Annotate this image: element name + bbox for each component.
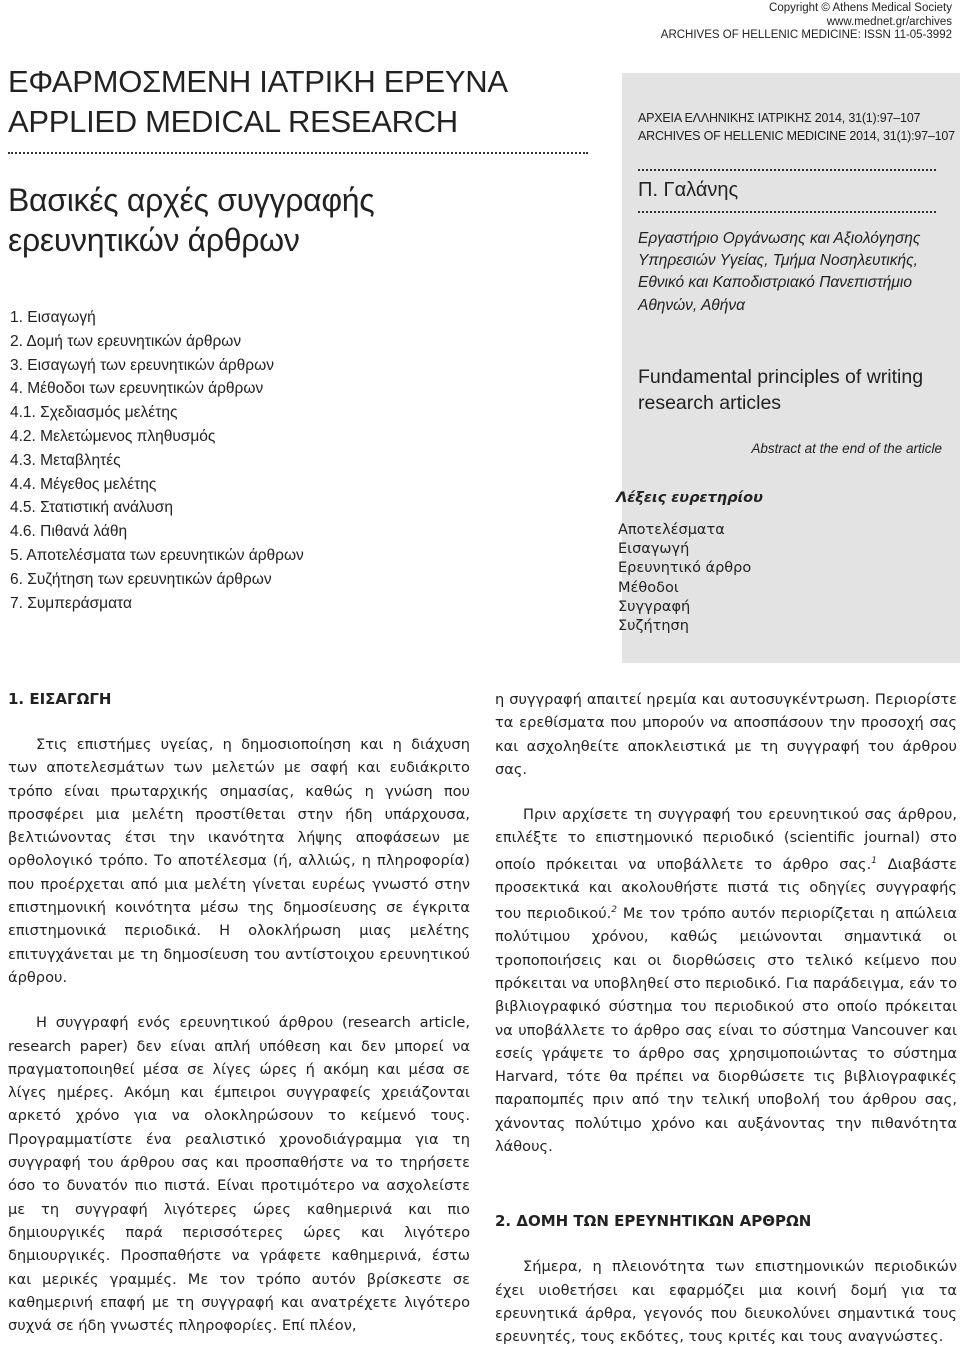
body-paragraph bbox=[495, 803, 957, 1158]
toc-item[interactable]: 4.1. Σχεδιασμός μελέτης bbox=[10, 404, 178, 422]
keywords-heading: Λέξεις ευρετηρίου bbox=[616, 490, 763, 506]
dotted-divider bbox=[638, 169, 936, 171]
author-name: Π. Γαλάνης bbox=[638, 179, 739, 201]
body-paragraph: Η συγγραφή ενός ερευνητικού άρθρου (research article, research paper) δεν είναι απλή υπόθεση και δεν μπορεί να πραγματοποιηθεί μέσα σε λίγες ώρες ή ακόμη και μέσα σε λίγες ημέρες. Ακόμη και έμπειροι συγγραφείς χρειάζονται αρκετό χρόνο για να ολοκληρώσουν το κείμενό τους. Προγραμματίστε ένα ρεαλιστικό χρονοδιάγραμμα για τη συγγραφή του άρθρου σας και προσπαθήστε να το τηρήσετε όσο το δυνατόν πιο πιστά. Είναι προτιμότερο να ασχολείστε με τη συγγραφή λιγότερες ώρες καθημερινά και πιο δημιουργικές παρά περισσότερες ώρες και λιγότερο δημιουργικές. Προσπαθήστε να γράφετε καθημερινά, έστω και μερικές γραμμές. Με τον τρόπο αυτόν βρίσκεστε σε καθημερινή επαφή με τη συγγραφή και ανατρέχετε λιγότερο συχνά σε ήδη γνωστές πληροφορίες. Επί πλέον, bbox=[8, 1014, 470, 1335]
author-affiliation: Εργαστήριο Οργάνωσης και Αξιολόγησης Υπηρεσιών Υγείας, Τμήμα Νοσηλευτικής, Εθνικό και Καποδιστριακό Πανεπιστήμιο Αθηνών, Αθήνα bbox=[638, 230, 921, 314]
keyword: Μέθοδοι bbox=[618, 579, 679, 596]
keyword: Συγγραφή bbox=[618, 598, 691, 615]
english-title: Fundamental principles of writing research articles bbox=[638, 366, 924, 414]
article-title-line2: ερευνητικών άρθρων bbox=[8, 222, 300, 258]
keyword: Συζήτηση bbox=[618, 618, 689, 635]
reference-marker[interactable]: 2 bbox=[611, 905, 618, 916]
section-heading: 1. ΕΙΣΑΓΩΓΗ bbox=[8, 690, 112, 708]
toc-item[interactable]: 7. Συμπεράσματα bbox=[10, 594, 132, 612]
toc-item[interactable]: 4.3. Μεταβλητές bbox=[10, 451, 121, 469]
reference-marker[interactable]: 1 bbox=[871, 855, 878, 866]
copyright-line: Copyright © Athens Medical Society bbox=[769, 2, 952, 14]
toc-item[interactable]: 4.5. Στατιστική ανάλυση bbox=[10, 499, 173, 517]
keyword: Ερευνητικό άρθρο bbox=[618, 560, 752, 577]
journal-citation bbox=[638, 109, 955, 145]
toc-item[interactable]: 4.4. Μέγεθος μελέτης bbox=[10, 475, 157, 493]
section-title-english: APPLIED MEDICAL RESEARCH bbox=[8, 104, 458, 139]
toc-item[interactable]: 4. Μέθοδοι των ερευνητικών άρθρων bbox=[10, 380, 264, 398]
paragraph-text: Πριν αρχίσετε τη συγγραφή του ερευνητικού σας άρθρου, επιλέξτε το επιστημονικό περιοδικό (scientific journal) στο οποίο πρόκειται να υποβάλλετε το άρθρο σας. bbox=[495, 806, 957, 873]
toc-item[interactable]: 2. Δομή των ερευνητικών άρθρων bbox=[10, 332, 242, 350]
dotted-divider bbox=[8, 152, 588, 154]
toc-item[interactable]: 5. Αποτελέσματα των ερευνητικών άρθρων bbox=[10, 546, 304, 564]
body-paragraph: Σήμερα, η πλειονότητα των επιστημονικών περιοδικών έχει υιοθετήσει και εφαρμόζει μια κοινή δομή για τα ερευνητικά άρθρα, γεγονός που διευκολύνει σημαντικά τους ερευνητές, τους εκδότες, τους κριτές και τους αναγνώστες. bbox=[495, 1258, 957, 1346]
paragraph-text: Διαβάστε προσεκτικά και ακολουθήστε πιστά τις οδηγίες συγγραφής του περιοδικού. bbox=[495, 855, 957, 923]
issn-line: ARCHIVES OF HELLENIC MEDICINE: ISSN 11-05-3992 bbox=[660, 29, 952, 41]
article-header bbox=[8, 62, 588, 615]
table-of-contents bbox=[10, 306, 588, 615]
archive-url[interactable]: www.mednet.gr/archives bbox=[826, 15, 952, 28]
copyright-block bbox=[661, 2, 952, 43]
toc-item[interactable]: 1. Εισαγωγή bbox=[10, 309, 96, 326]
toc-item[interactable]: 6. Συζήτηση των ερευνητικών άρθρων bbox=[10, 570, 272, 588]
section-title-greek: ΕΦΑΡΜΟΣΜΕΝΗ ΙΑΤΡΙΚΗ ΕΡΕΥΝΑ bbox=[8, 64, 508, 99]
section-heading: 2. ΔΟΜΗ ΤΩΝ ΕΡΕΥΝΗΤΙΚΩΝ ΑΡΘΡΩΝ bbox=[495, 1212, 812, 1231]
body-paragraph: η συγγραφή απαιτεί ηρεμία και αυτοσυγκέντρωση. Περιορίστε τα ερεθίσματα που μπορούν να αποσπάσουν την προσοχή σας και ασχοληθείτε αποκλειστικά με τη συγγραφή του άρθρου σας. bbox=[495, 691, 957, 778]
toc-item[interactable]: 4.2. Μελετώμενος πληθυσμός bbox=[10, 427, 216, 445]
keyword: Αποτελέσματα bbox=[618, 522, 725, 538]
article-info-panel bbox=[616, 73, 960, 663]
abstract-note: Abstract at the end of the article bbox=[751, 441, 942, 456]
article-title bbox=[8, 180, 588, 260]
toc-item[interactable]: 4.6. Πιθανά λάθη bbox=[10, 523, 128, 541]
body-column-right bbox=[495, 688, 957, 1349]
keywords-list bbox=[618, 521, 751, 636]
article-title-line1: Βασικές αρχές συγγραφής bbox=[8, 182, 375, 218]
body-paragraph: Στις επιστήμες υγείας, η δημοσιοποίηση και η διάχυση των αποτελεσμάτων των μελετών με σαφή και ευδιάκριτο τρόπο είναι πρωταρχικής σημασίας, καθώς η γνώση που προσφέρει μια μελέτη προστίθεται στην ήδη υπάρχουσα, βελτιώνοντας έτσι την ικανότητα λήψης αποφάσεων με ορθολογικό τρόπο. Το αποτέλεσμα (ή, αλλιώς, η πληροφορία) που προέρχεται από μια μελέτη γίνεται ευρέως γνωστό στην επιστημονική κοινότητα μέσω της δημοσίευσης σε έγκριτα επιστημονικά περιοδικά. Η ολοκλήρωση μιας μελέτης επιτυγχάνεται με τη δημοσίευση του αντίστοιχου ερευνητικού άρθρου. bbox=[8, 736, 470, 986]
body-column-left bbox=[8, 688, 470, 1337]
paragraph-text: Με τον τρόπο αυτόν περιορίζεται η απώλεια πολύτιμου χρόνου, καθώς μειώνονται σημαντικά οι τροποποιήσεις και οι διορθώσεις στο τελικό κείμενο που πρόκειται να υποβληθεί στο περιοδικό. Για παράδειγμα, εάν το βιβλιογραφικό σύστημα του περιοδικού στο οποίο πρόκειται να υποβάλλετε το άρθρο σας είναι το σύστημα Vancouver και εσείς γράψετε το άρθρο σας χρησιμοποιώντας το σύστημα Harvard, τότε θα πρέπει να διορθώσετε τις βιβλιογραφικές παραπομπές πριν από την τελική υποβολή του άρθρου σας, χάνοντας πολύτιμο χρόνο και αυξάνοντας την πιθανότητα λάθους. bbox=[495, 905, 957, 1156]
dotted-divider bbox=[638, 211, 936, 213]
journal-citation-english: ARCHIVES OF HELLENIC MEDICINE 2014, 31(1):97–107 bbox=[638, 129, 955, 143]
journal-citation-greek: ΑΡΧΕΙΑ ΕΛΛΗΝΙΚΗΣ ΙΑΤΡΙΚΗΣ 2014, 31(1):97–107 bbox=[638, 111, 921, 125]
keyword: Εισαγωγή bbox=[618, 541, 690, 558]
toc-item[interactable]: 3. Εισαγωγή των ερευνητικών άρθρων bbox=[10, 356, 274, 374]
